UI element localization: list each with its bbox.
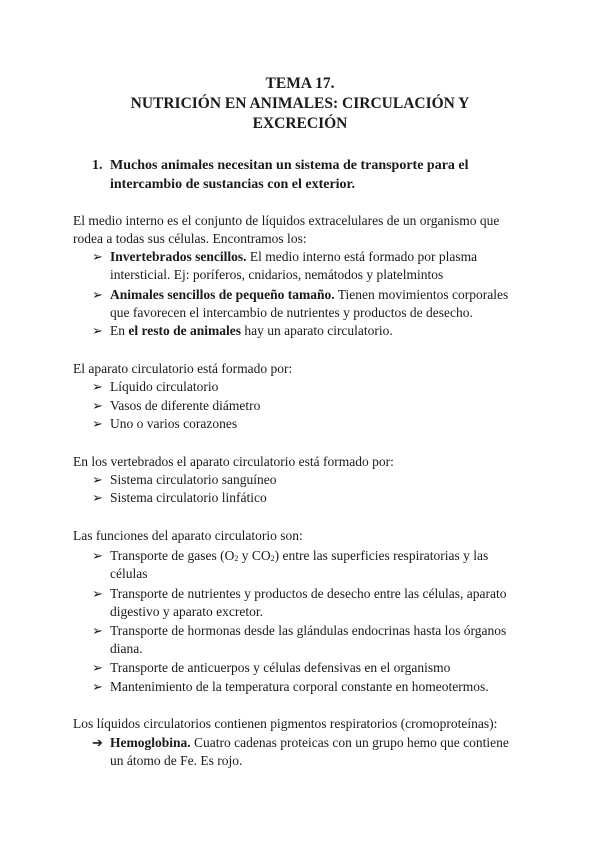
list-item-continuation: que favorecen el intercambio de nutrientes y productos de desecho. xyxy=(110,305,473,320)
paragraph-line: Las funciones del aparato circulatorio son: xyxy=(73,528,303,543)
list-item xyxy=(110,547,488,565)
title-line-3: EXCRECIÓN xyxy=(252,115,348,132)
list-item-bold: Hemoglobina. xyxy=(110,735,191,750)
list-item: Vasos de diferente diámetro xyxy=(110,398,261,413)
list-item: Uno o varios corazones xyxy=(110,416,238,431)
list-item xyxy=(110,734,509,752)
list-item: Líquido circulatorio xyxy=(110,379,219,394)
section-heading-line-2: intercambio de sustancias con el exterior. xyxy=(110,177,355,192)
list-item-text: Tienen movimientos corporales xyxy=(334,287,509,302)
gases-text-b: y CO xyxy=(238,548,271,563)
list-item: Mantenimiento de la temperatura corporal constante en homeotermos. xyxy=(110,679,489,694)
bullet-arrowhead-icon: ➢ xyxy=(92,679,103,694)
title-line-2: NUTRICIÓN EN ANIMALES: CIRCULACIÓN Y xyxy=(130,95,470,112)
list-item-text: Cuatro cadenas proteicas con un grupo hemo que contiene xyxy=(190,735,509,750)
list-item: Sistema circulatorio linfático xyxy=(110,490,267,505)
list-item-bold: Invertebrados sencillos. xyxy=(110,249,247,264)
paragraph-line: rodea a todas sus células. Encontramos los: xyxy=(73,231,307,246)
list-item-text: El medio interno está formado por plasma xyxy=(246,249,478,264)
list-item: Transporte de hormonas desde las glándulas endocrinas hasta los órganos xyxy=(110,623,507,638)
bullet-arrowhead-icon: ➢ xyxy=(92,416,103,431)
title-line-1: TEMA 17. xyxy=(265,75,335,92)
list-item xyxy=(110,286,508,304)
bullet-arrowhead-icon: ➢ xyxy=(92,249,103,264)
list-item xyxy=(110,248,477,266)
bullet-arrowhead-icon: ➢ xyxy=(92,323,103,338)
list-item xyxy=(110,322,393,340)
bullet-arrowhead-icon: ➢ xyxy=(92,548,103,563)
paragraph-line: En los vertebrados el aparato circulatorio está formado por: xyxy=(73,454,394,469)
list-item: Transporte de anticuerpos y células defensivas en el organismo xyxy=(110,660,451,675)
list-item-continuation: diana. xyxy=(110,641,143,656)
list-item-continuation: un átomo de Fe. Es rojo. xyxy=(110,753,243,768)
section-heading-line-1: Muchos animales necesitan un sistema de transporte para el xyxy=(110,158,469,173)
bullet-arrowhead-icon: ➢ xyxy=(92,586,103,601)
paragraph-line: Los líquidos circulatorios contienen pigmentos respiratorios (cromoproteínas): xyxy=(73,716,498,731)
list-item-continuation: células xyxy=(110,566,148,581)
gases-text-a: Transporte de gases (O xyxy=(110,548,235,563)
list-item: Transporte de nutrientes y productos de desecho entre las células, aparato xyxy=(110,586,507,601)
bullet-arrowhead-icon: ➢ xyxy=(92,623,103,638)
paragraph-line: El medio interno es el conjunto de líquidos extracelulares de un organismo que xyxy=(73,213,500,228)
paragraph-line: El aparato circulatorio está formado por: xyxy=(73,361,293,376)
section-number: 1. xyxy=(92,158,103,173)
bullet-arrowhead-icon: ➢ xyxy=(92,379,103,394)
bullet-arrowhead-icon: ➢ xyxy=(92,660,103,675)
list-item-prefix: En xyxy=(110,323,129,338)
list-item-text: hay un aparato circulatorio. xyxy=(240,323,393,338)
list-item-continuation: digestivo y aparato excretor. xyxy=(110,604,263,619)
bullet-arrowhead-icon: ➢ xyxy=(92,472,103,487)
bullet-arrow-icon: ➔ xyxy=(92,735,103,750)
list-item-bold: Animales sencillos de pequeño tamaño. xyxy=(110,287,335,302)
bullet-arrowhead-icon: ➢ xyxy=(92,398,103,413)
gases-text-c: ) entre las superficies respiratorias y las xyxy=(274,548,489,563)
bullet-arrowhead-icon: ➢ xyxy=(92,490,103,505)
subscript: 2 xyxy=(270,554,275,563)
list-item-continuation: intersticial. Ej: poríferos, cnidarios, nemátodos y platelmintos xyxy=(110,267,444,282)
subscript: 2 xyxy=(234,554,239,563)
list-item-bold: el resto de animales xyxy=(128,323,241,338)
list-item: Sistema circulatorio sanguíneo xyxy=(110,472,277,487)
bullet-arrowhead-icon: ➢ xyxy=(92,287,103,302)
